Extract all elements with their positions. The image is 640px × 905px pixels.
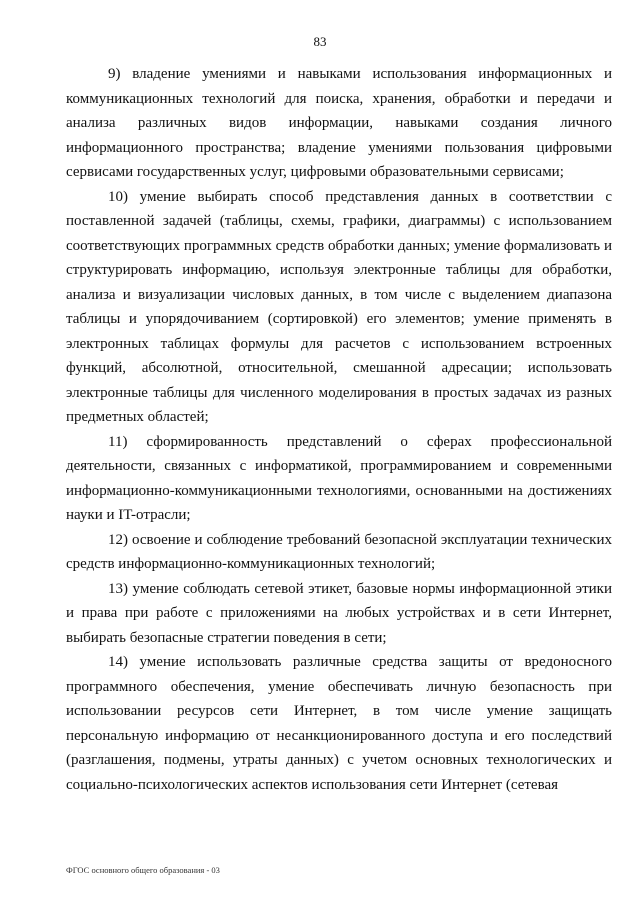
list-item-11: 11) сформированность представлений о сферах профессиональной деятельности, связанных с информатикой, программированием и современными информационно-коммуникационными технологиями, основанными на достижениях науки и IT-отрасли;	[66, 433, 612, 523]
list-item-10: 10) умение выбирать способ представления данных в соответствии с поставленной задачей (таблицы, схемы, графики, диаграммы) с использованием соответствующих программных средств обработки данных; умение формализовать и структурировать информацию, используя электронные таблицы для обработки, анализа и визуализации числовых данных, в том числе с выделением диапазона таблицы и упорядочиванием (сортировкой) его элементов; умение применять в электронных таблицах формулы для расчетов с использованием встроенных функций, абсолютной, относительной, смешанной адресации; использовать электронные таблицы для численного моделирования в простых задачах из разных предметных областей;	[66, 188, 612, 425]
list-item-14: 14) умение использовать различные средства защиты от вредоносного программного обеспечения, умение обеспечивать личную безопасность при использовании ресурсов сети Интернет, в том числе умение защищать персональную информацию от несанкционированного доступа и его последствий (разглашения, подмены, утраты данных) с учетом основных технологических и социально-психологических аспектов использования сети Интернет (сетевая	[66, 654, 612, 793]
list-item-13: 13) умение соблюдать сетевой этикет, базовые нормы информационной этики и права при работе с приложениями на любых устройствах и в сети Интернет, выбирать безопасные стратегии поведения в сети;	[66, 580, 612, 646]
page-number: 83	[313, 34, 327, 49]
list-item-12: 12) освоение и соблюдение требований безопасной эксплуатации технических средств информационно-коммуникационных технологий;	[66, 531, 612, 572]
list-item-9: 9) владение умениями и навыками использования информационных и коммуникационных технологий для поиска, хранения, обработки и передачи и анализа различных видов информации, навыками создания личного информационного пространства; владение умениями пользования цифровыми сервисами государственных услуг, цифровыми образовательными сервисами;	[66, 66, 612, 180]
document-body	[66, 62, 612, 797]
page-footer: ФГОС основного общего образования - 03	[66, 865, 220, 875]
